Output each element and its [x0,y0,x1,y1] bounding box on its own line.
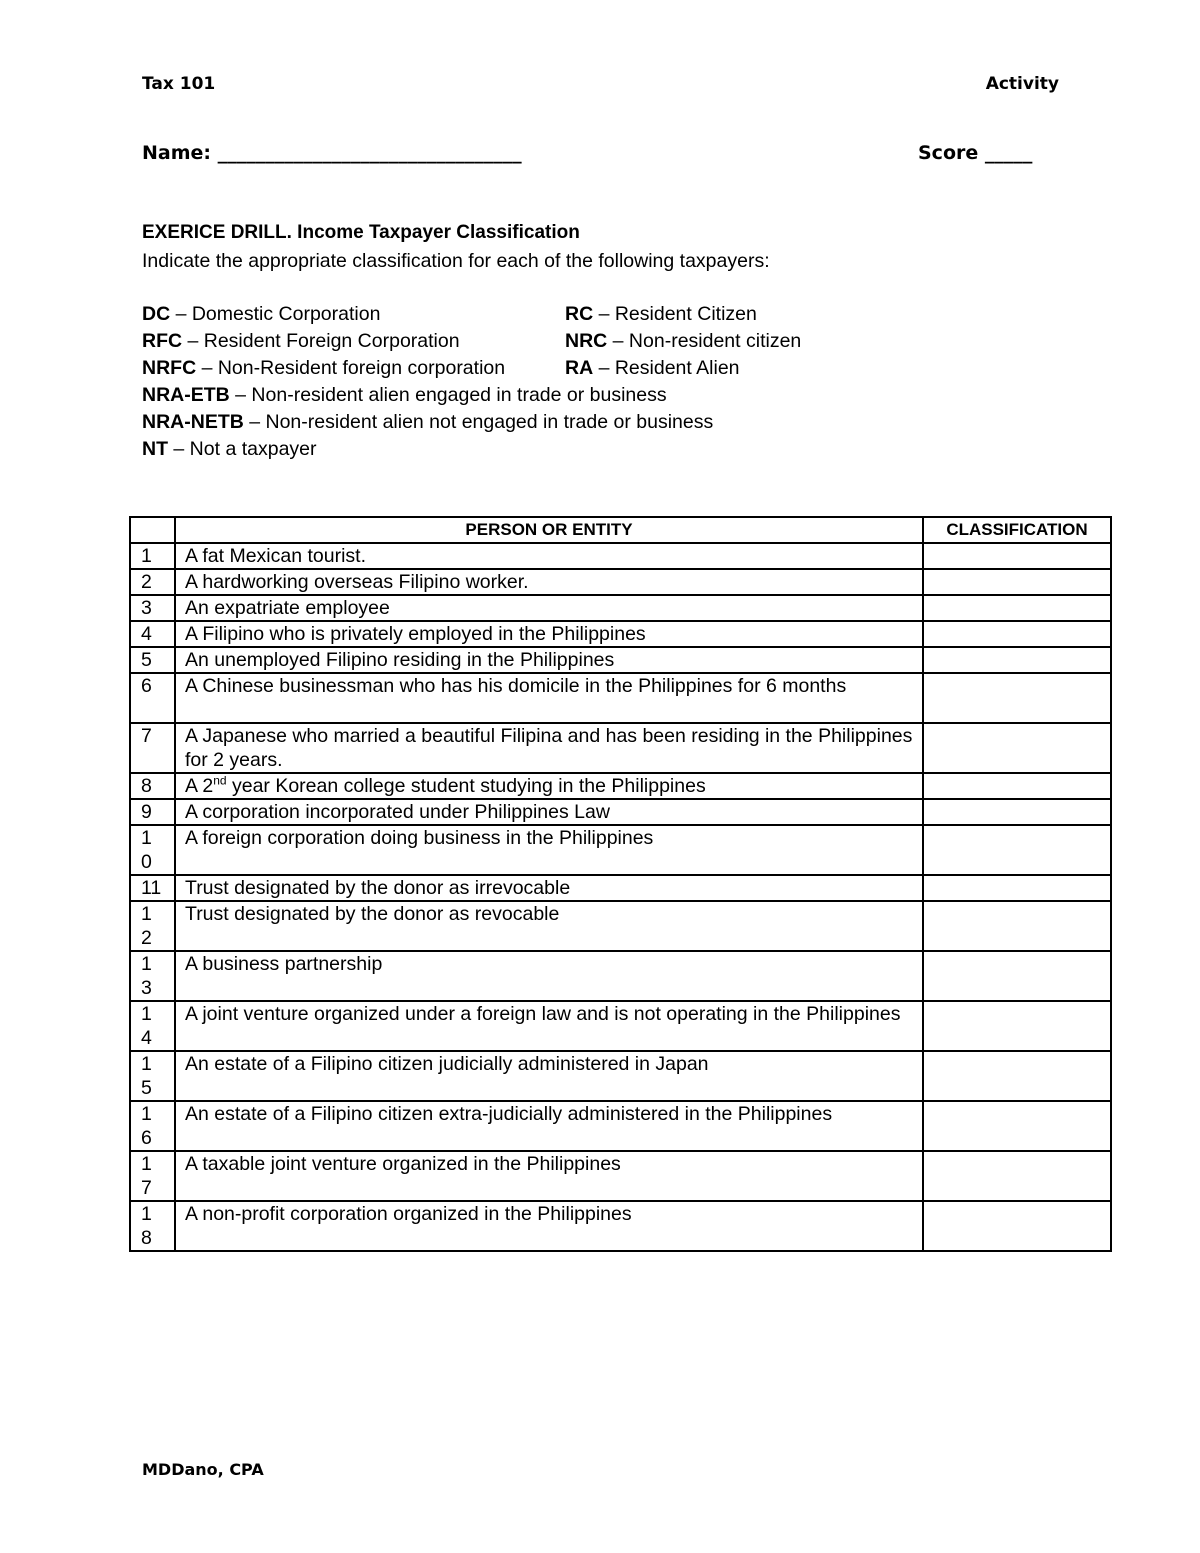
row-classification-input[interactable] [923,1051,1111,1101]
row-entity: A joint venture organized under a foreign law and is not operating in the Philippines [175,1001,923,1051]
table-row [130,1001,1111,1051]
row-number-text: 10 [141,827,152,873]
row-number [130,1001,175,1051]
legend-desc: – Domestic Corporation [170,303,381,325]
row-entity [175,773,923,799]
legend-item-ra [565,357,740,380]
row-number-text: 6 [141,675,152,697]
row-entity: A corporation incorporated under Philippines Law [175,799,923,825]
legend-code: NRA-ETB [142,384,230,406]
student-info-row [142,142,1056,164]
row-classification-input[interactable] [923,1001,1111,1051]
table-row [130,543,1111,569]
row-number [130,951,175,1001]
table-row [130,799,1111,825]
legend-item-rfc [142,330,460,353]
row-number-text: 5 [141,649,152,671]
classification-table [129,516,1112,1252]
row-number-text: 7 [141,725,152,747]
legend-desc: – Not a taxpayer [168,438,317,460]
table-row [130,1201,1111,1251]
legend-code: DC [142,303,171,325]
row-entity: An expatriate employee [175,595,923,621]
legend-item-nra-netb [142,411,713,434]
row-number [130,901,175,951]
row-entity: A Chinese businessman who has his domicile in the Philippines for 6 months [175,673,923,723]
row-number [130,1051,175,1101]
row-number [130,569,175,595]
row-entity: A non-profit corporation organized in the Philippines [175,1201,923,1251]
row-number [130,799,175,825]
row-number [130,1101,175,1151]
row-entity: An unemployed Filipino residing in the Philippines [175,647,923,673]
row-classification-input[interactable] [923,901,1111,951]
row-number [130,673,175,723]
row-number-text: 17 [141,1153,152,1199]
row-classification-input[interactable] [923,1151,1111,1201]
row-classification-input[interactable] [923,647,1111,673]
row-number-text: 12 [141,903,152,949]
legend-desc: – Non-resident citizen [607,330,802,352]
table-row [130,595,1111,621]
score-field[interactable]: Score _____ [918,142,1033,164]
row-classification-input[interactable] [923,621,1111,647]
table-body [130,543,1111,1251]
row-classification-input[interactable] [923,595,1111,621]
activity-label: Activity [985,74,1059,94]
entity-text-post: year Korean college student studying in the Philippines [226,775,706,797]
row-classification-input[interactable] [923,723,1111,773]
legend-item-rc [565,303,757,326]
legend-item-nrfc [142,357,505,380]
table-row [130,901,1111,951]
row-entity: A Filipino who is privately employed in the Philippines [175,621,923,647]
table-row [130,875,1111,901]
entity-text-pre: A 2 [185,775,214,797]
row-number [130,1151,175,1201]
author-footer: MDDano, CPA [142,1460,264,1479]
row-number-text: 11 [141,877,162,899]
row-entity: Trust designated by the donor as irrevocable [175,875,923,901]
legend-desc: – Non-Resident foreign corporation [196,357,506,379]
row-classification-input[interactable] [923,543,1111,569]
table-header-row [130,517,1111,543]
exercise-instruction: Indicate the appropriate classification for each of the following taxpayers: [142,250,770,272]
row-number [130,723,175,773]
row-number [130,543,175,569]
row-number [130,825,175,875]
legend-code: RA [565,357,594,379]
legend-code: RFC [142,330,183,352]
legend-code: NRC [565,330,608,352]
row-number-text: 9 [141,801,152,823]
row-classification-input[interactable] [923,799,1111,825]
row-entity: A foreign corporation doing business in the Philippines [175,825,923,875]
row-number-text: 14 [141,1003,152,1049]
table-row [130,825,1111,875]
exercise-title: EXERICE DRILL. Income Taxpayer Classification [142,222,580,243]
table-row [130,1151,1111,1201]
table-row [130,569,1111,595]
legend-desc: – Resident Citizen [593,303,757,325]
legend-desc: – Resident Alien [593,357,740,379]
row-number [130,1201,175,1251]
legend-desc: – Resident Foreign Corporation [182,330,460,352]
row-classification-input[interactable] [923,1201,1111,1251]
row-entity: A taxable joint venture organized in the Philippines [175,1151,923,1201]
row-entity: A Japanese who married a beautiful Filipina and has been residing in the Philippines for 2 years. [175,723,923,773]
row-number [130,875,175,901]
legend-item-nra-etb [142,384,667,407]
legend-item-nrc [565,330,801,353]
legend-code: NT [142,438,168,460]
row-classification-input[interactable] [923,1101,1111,1151]
table-row [130,621,1111,647]
row-entity: An estate of a Filipino citizen judicially administered in Japan [175,1051,923,1101]
row-number-text: 8 [141,775,152,797]
legend-item-nt [142,438,317,461]
legend-desc: – Non-resident alien engaged in trade or business [229,384,667,406]
row-classification-input[interactable] [923,875,1111,901]
row-number-text: 16 [141,1103,152,1149]
row-entity: An estate of a Filipino citizen extra-judicially administered in the Philippines [175,1101,923,1151]
row-classification-input[interactable] [923,825,1111,875]
row-number-text: 3 [141,597,152,619]
row-number-text: 2 [141,571,152,593]
row-number-text: 15 [141,1053,152,1099]
table-row [130,1051,1111,1101]
name-field[interactable]: Name: ________________________________ [142,142,522,164]
row-number [130,773,175,799]
course-label: Tax 101 [142,74,216,94]
row-classification-input[interactable] [923,569,1111,595]
row-classification-input[interactable] [923,673,1111,723]
table-row [130,951,1111,1001]
legend-code: RC [565,303,594,325]
header-number [130,517,175,543]
header-person-or-entity: PERSON OR ENTITY [175,517,923,543]
row-number-text: 4 [141,623,152,645]
table-row [130,773,1111,799]
legend-desc: – Non-resident alien not engaged in trade or business [243,411,714,433]
legend-code: NRFC [142,357,197,379]
legend-item-dc [142,303,380,326]
table-row [130,1101,1111,1151]
row-number [130,595,175,621]
row-entity: A business partnership [175,951,923,1001]
row-classification-input[interactable] [923,773,1111,799]
table-row [130,673,1111,723]
row-entity: A hardworking overseas Filipino worker. [175,569,923,595]
row-number-text: 13 [141,953,152,999]
row-number-text: 1 [141,545,152,567]
header-classification: CLASSIFICATION [923,517,1111,543]
table-row [130,723,1111,773]
legend-code: NRA-NETB [142,411,244,433]
row-number-text: 18 [141,1203,152,1249]
row-entity: Trust designated by the donor as revocable [175,901,923,951]
row-number [130,647,175,673]
row-entity: A fat Mexican tourist. [175,543,923,569]
row-number [130,621,175,647]
entity-ordinal-suffix: nd [213,773,227,788]
row-classification-input[interactable] [923,951,1111,1001]
table-row [130,647,1111,673]
